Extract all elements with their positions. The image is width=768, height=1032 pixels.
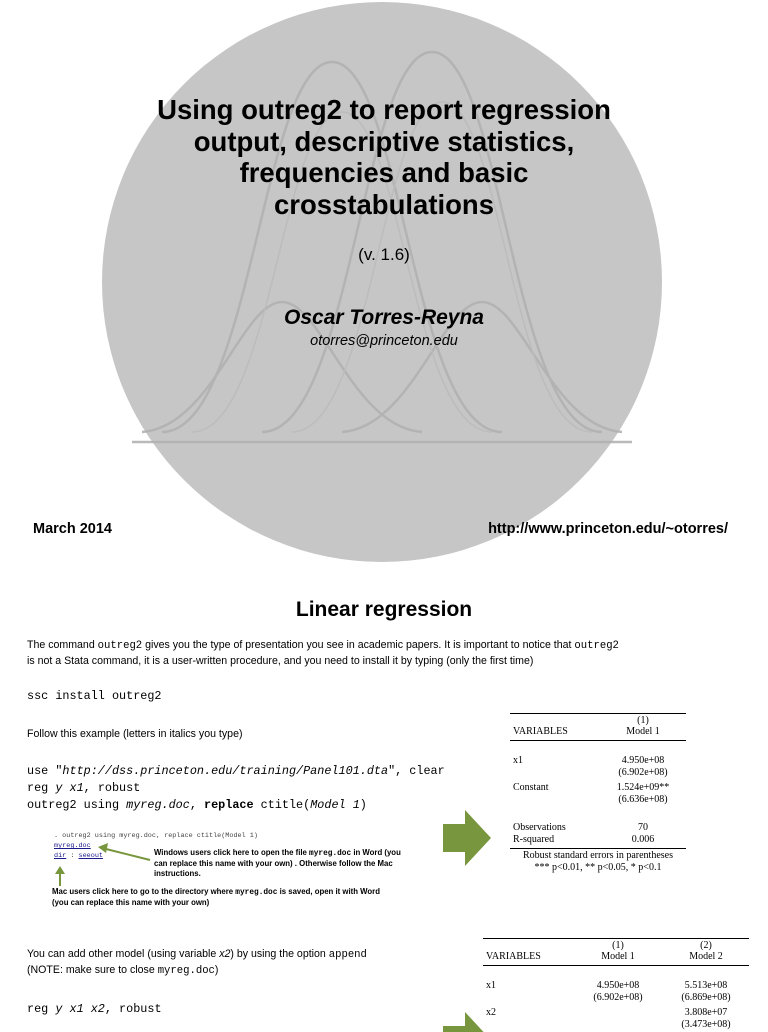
table-rule — [483, 965, 749, 966]
windows-note — [154, 848, 444, 879]
column-header-variables: VARIABLES — [513, 726, 568, 737]
row-se: (6.869e+08) — [681, 992, 731, 1003]
linear-regression-slide — [0, 572, 768, 1030]
code-text: , — [189, 798, 205, 812]
code-line-outreg2 — [27, 797, 445, 814]
code-text: , robust — [83, 781, 141, 795]
background-circle — [102, 2, 662, 562]
code-text: ) — [359, 798, 367, 812]
inline-code: outreg2 — [97, 640, 143, 652]
table-rule — [510, 848, 686, 849]
row-se: (6.902e+08) — [593, 992, 643, 1003]
row-coef: 1.524e+09** — [616, 782, 670, 793]
mac-note-line-2: (you can replace this name with your own) — [52, 898, 210, 907]
code-block — [27, 763, 445, 814]
column-number: (2) — [700, 940, 712, 951]
row-var: x2 — [486, 1007, 496, 1018]
table-note: Robust standard errors in parentheses — [523, 850, 673, 861]
column-number: (1) — [637, 715, 649, 726]
title-line: frequencies and basic — [239, 157, 529, 188]
code-text: ctitle( — [253, 798, 311, 812]
column-header-model: Model 2 — [689, 951, 723, 962]
row-se: (3.473e+08) — [681, 1019, 731, 1030]
row-se: (6.636e+08) — [618, 794, 668, 805]
column-header-model: Model 1 — [601, 951, 635, 962]
author-name: Oscar Torres-Reyna — [284, 306, 484, 329]
code-text: reg — [27, 1002, 56, 1016]
r2-value: 0.006 — [631, 834, 655, 845]
text: in Word (you — [351, 848, 401, 857]
text: ) — [214, 964, 219, 976]
separator: : — [66, 852, 79, 860]
text: Windows users click here to open the file — [154, 848, 310, 857]
regression-table-model1 — [510, 712, 686, 882]
myreg-doc-link[interactable]: myreg.doc — [54, 842, 91, 850]
slide-title: Linear regression — [295, 598, 473, 621]
text: (NOTE: make sure to close — [27, 964, 158, 976]
code-text: outreg2 using — [27, 798, 127, 812]
windows-note-line-2: can replace this name with your own) . Otherwise follow the Mac — [154, 859, 393, 868]
code-text: use " — [27, 764, 63, 778]
italic-text: x2 — [219, 948, 231, 960]
inline-code: myreg.doc — [309, 850, 352, 858]
text: The command — [27, 639, 98, 651]
presentation-title — [100, 94, 668, 220]
row-coef: 4.950e+08 — [596, 980, 640, 991]
text: ) by using the option — [230, 948, 329, 960]
inline-code: append — [328, 949, 367, 961]
inline-code: myreg.doc — [157, 965, 215, 977]
windows-arrowhead — [98, 843, 108, 853]
publication-date: March 2014 — [33, 521, 112, 537]
code-line-reg — [27, 780, 445, 797]
column-header-variables: VARIABLES — [486, 951, 541, 962]
row-coef: 5.513e+08 — [684, 980, 728, 991]
author-url[interactable]: http://www.princeton.edu/~otorres/ — [488, 521, 728, 537]
code-line-reg2 — [27, 1001, 162, 1018]
title-line: Using outreg2 to report regression — [157, 94, 611, 125]
obs-label: Observations — [513, 822, 566, 833]
code-italic: y x1 — [55, 781, 84, 795]
text: gives you the type of presentation you see in academic papers. It is important to notice that — [142, 639, 575, 651]
title-line: crosstabulations — [273, 188, 495, 220]
version-label: (v. 1.6) — [358, 245, 410, 264]
inline-code: myreg.doc — [235, 889, 278, 897]
windows-note-line-3: instructions. — [154, 869, 201, 878]
row-se: (6.902e+08) — [618, 767, 668, 778]
code-bold: replace — [204, 798, 254, 812]
title-line: output, descriptive statistics, — [193, 125, 575, 157]
follow-text: Follow this example (letters in italics you type) — [27, 728, 243, 740]
row-coef: 3.808e+07 — [684, 1007, 728, 1018]
code-italic: myreg.doc — [126, 798, 190, 812]
table-rule — [510, 713, 686, 714]
append-paragraph — [27, 947, 367, 979]
intro-line-2: is not a Stata command, it is a user-written procedure, and you need to install it by typing (only the first time) — [27, 655, 534, 667]
regression-table-model2 — [483, 937, 749, 1030]
code-italic: http://dss.princeton.edu/training/Panel101.dta — [62, 764, 389, 778]
intro-paragraph — [27, 638, 619, 669]
row-var: Constant — [513, 782, 549, 793]
code-text: ", clear — [388, 764, 445, 778]
row-coef: 4.950e+08 — [621, 755, 665, 766]
column-number: (1) — [612, 940, 624, 951]
row-var: x1 — [486, 980, 496, 991]
normal-curves-watermark — [102, 2, 662, 562]
big-arrow-right-icon — [443, 810, 491, 866]
column-header-model: Model 1 — [626, 726, 660, 737]
text: Mac users click here to go to the directory where — [52, 887, 236, 896]
row-var: x1 — [513, 755, 523, 766]
stata-command-echo: . outreg2 using myreg.doc, replace ctitle(Model 1) — [54, 832, 258, 840]
mac-arrowhead — [55, 866, 65, 874]
table-note: *** p<0.01, ** p<0.05, * p<0.1 — [534, 862, 662, 873]
r2-label: R-squared — [513, 834, 555, 845]
dir-link[interactable]: dir — [54, 852, 67, 860]
author-email: otorres@princeton.edu — [310, 333, 458, 349]
table-rule — [483, 938, 749, 939]
mac-note — [52, 887, 472, 908]
table-rule — [510, 740, 686, 741]
annotation-arrows — [50, 840, 170, 892]
code-text: , robust — [104, 1002, 162, 1016]
code-text: reg — [27, 781, 56, 795]
inline-code: outreg2 — [574, 640, 619, 652]
text: is saved, open it with Word — [277, 887, 380, 896]
text: You can add other model (using variable — [27, 948, 220, 960]
windows-arrow-line — [102, 848, 150, 860]
obs-value: 70 — [638, 822, 648, 833]
code-italic: y x1 x2 — [55, 1002, 105, 1016]
seeout-link[interactable]: seeout — [78, 852, 103, 860]
code-italic: Model 1 — [310, 798, 360, 812]
install-command: ssc install outreg2 — [27, 689, 162, 703]
code-line-use — [27, 763, 445, 780]
